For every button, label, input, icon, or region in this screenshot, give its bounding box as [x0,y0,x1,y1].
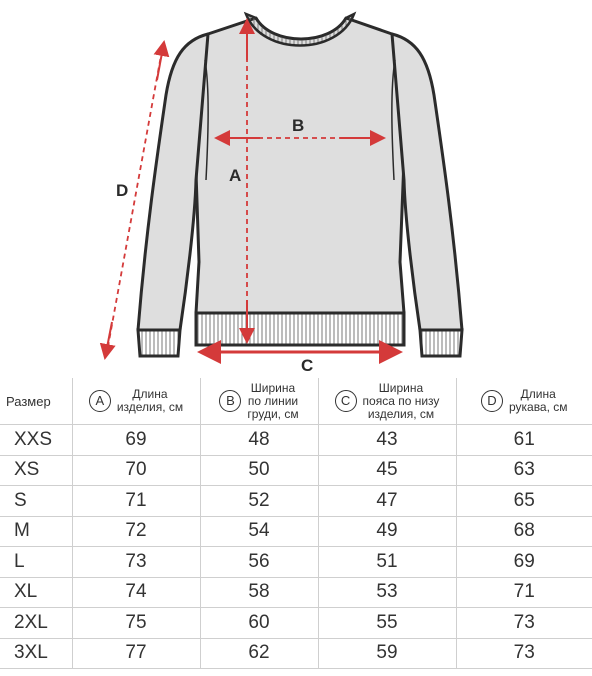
sweatshirt-body [193,18,408,313]
letter-c-badge: C [335,390,357,412]
header-d-line1: Длина [520,387,556,401]
cell-a: 72 [72,516,200,547]
cell-size: 3XL [0,638,72,669]
table-row [0,547,592,578]
table-row [0,608,592,639]
cell-c: 45 [318,455,456,486]
header-a-line1: Длина [132,387,168,401]
label-a: A [229,166,242,185]
cell-a: 71 [72,486,200,517]
label-d: D [116,181,129,200]
cell-b: 48 [200,425,318,456]
header-a [72,378,200,425]
cell-b: 60 [200,608,318,639]
letter-b-badge: B [219,390,241,412]
header-b-line2: по линии [247,393,299,408]
cell-a: 73 [72,547,200,578]
measure-d-arrow-bottom [105,322,112,358]
table-row [0,577,592,608]
cell-b: 58 [200,577,318,608]
cell-a: 74 [72,577,200,608]
cell-b: 56 [200,547,318,578]
header-a-line2: изделия, см [116,400,184,414]
cell-d: 68 [456,516,592,547]
cell-b: 62 [200,638,318,669]
header-d [456,378,592,425]
cell-c: 55 [318,608,456,639]
cell-c: 49 [318,516,456,547]
cell-c: 51 [318,547,456,578]
cell-size: XS [0,455,72,486]
cell-a: 69 [72,425,200,456]
letter-a-badge: A [89,390,111,412]
cell-size: XXS [0,425,72,456]
right-cuff [420,330,462,356]
cell-d: 61 [456,425,592,456]
cell-d: 63 [456,455,592,486]
cell-b: 50 [200,455,318,486]
letter-d-badge: D [481,390,503,412]
cell-d: 73 [456,608,592,639]
cell-a: 77 [72,638,200,669]
measure-d-arrow-top [157,42,164,80]
cell-c: 43 [318,425,456,456]
cell-size: S [0,486,72,517]
waistband [196,313,404,345]
table-row [0,638,592,669]
label-c: C [301,356,314,375]
label-b: B [292,116,305,135]
cell-b: 52 [200,486,318,517]
cell-a: 75 [72,608,200,639]
cell-d: 69 [456,547,592,578]
header-b-line1: Ширина [250,380,296,395]
size-chart-table [0,378,592,669]
table-row [0,455,592,486]
cell-size: 2XL [0,608,72,639]
header-c-line3: изделия, см [367,406,435,421]
header-c-line2: пояса по низу [362,393,440,408]
table-header-row [0,378,592,425]
cell-c: 59 [318,638,456,669]
cell-size: L [0,547,72,578]
cell-d: 73 [456,638,592,669]
cell-b: 54 [200,516,318,547]
header-c [318,378,456,425]
header-d-line2: рукава, см [508,400,568,414]
cell-c: 47 [318,486,456,517]
left-cuff [138,330,180,356]
header-c-line1: Ширина [378,380,424,395]
cell-d: 65 [456,486,592,517]
cell-size: M [0,516,72,547]
cell-c: 53 [318,577,456,608]
table-row [0,425,592,456]
header-b-line3: груди, см [247,406,299,421]
table-row [0,516,592,547]
cell-a: 70 [72,455,200,486]
header-b [200,378,318,425]
cell-d: 71 [456,577,592,608]
table-row [0,486,592,517]
cell-size: XL [0,577,72,608]
header-size: Размер [0,378,72,425]
